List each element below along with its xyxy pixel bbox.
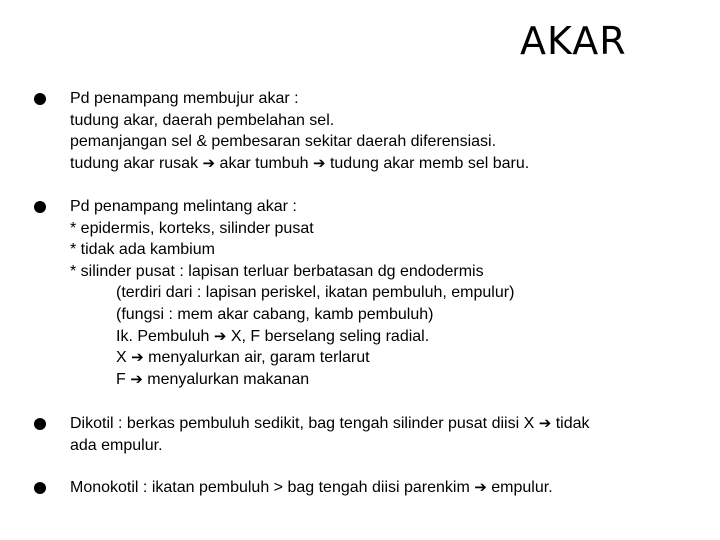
text-line: tudung akar, daerah pembelahan sel.	[70, 111, 335, 129]
text-segment: Ik. Pembuluh	[116, 327, 214, 345]
text-segment: tudung akar rusak	[70, 154, 203, 172]
text-segment: menyalurkan makanan	[142, 370, 310, 388]
text-line: Pd penampang membujur akar :	[70, 90, 299, 107]
text-line	[70, 326, 514, 348]
text-segment: empulur.	[486, 479, 553, 496]
arrow-right-icon: ➔	[312, 153, 326, 172]
text-line: * epidermis, korteks, silinder pusat	[70, 219, 314, 237]
slide-title: AKAR	[520, 19, 627, 63]
text-line	[70, 347, 514, 369]
text-line	[70, 413, 590, 435]
arrow-right-icon: ➔	[130, 369, 143, 388]
arrow-right-icon: ➔	[202, 153, 216, 172]
arrow-right-icon: ➔	[538, 414, 552, 432]
bullet-text	[70, 477, 553, 499]
text-segment: tidak	[551, 415, 590, 432]
bullet-text	[70, 196, 514, 390]
text-line	[70, 153, 529, 175]
text-segment: Monokotil : ikatan pembuluh > bag tengah diisi parenkim	[70, 479, 475, 496]
text-line: Pd penampang melintang akar :	[70, 198, 297, 215]
text-segment: Dikotil : berkas pembuluh sedikit, bag tengah silinder pusat diisi X	[70, 415, 539, 432]
text-line	[70, 369, 514, 391]
text-line: (fungsi : mem akar cabang, kamb pembuluh)	[116, 305, 434, 323]
text-line: pemanjangan sel & pembesaran sekitar daerah diferensiasi.	[70, 133, 497, 151]
text-line	[70, 477, 553, 499]
text-segment: X, F berselang seling radial.	[226, 327, 430, 345]
arrow-right-icon: ➔	[213, 326, 227, 345]
text-segment: X	[116, 349, 132, 367]
text-line: * silinder pusat : lapisan terluar berbatasan dg endodermis	[70, 262, 484, 280]
arrow-right-icon: ➔	[474, 478, 487, 496]
text-line: (terdiri dari : lapisan periskel, ikatan pembuluh, empulur)	[116, 284, 515, 302]
text-line: ada empulur.	[70, 436, 163, 454]
bullet-dot	[34, 482, 46, 494]
text-line: * tidak ada kambium	[70, 241, 215, 259]
bullet-text	[70, 88, 529, 174]
bullet-dot	[34, 418, 46, 430]
text-segment: F	[116, 370, 131, 388]
text-segment: menyalurkan air, garam terlarut	[143, 349, 370, 367]
bullet-dot	[34, 201, 46, 213]
arrow-right-icon: ➔	[131, 348, 144, 367]
text-segment: akar tumbuh	[215, 154, 313, 172]
bullet-dot	[34, 93, 46, 105]
text-segment: tudung akar memb sel baru.	[325, 154, 530, 172]
bullet-text	[70, 413, 590, 456]
